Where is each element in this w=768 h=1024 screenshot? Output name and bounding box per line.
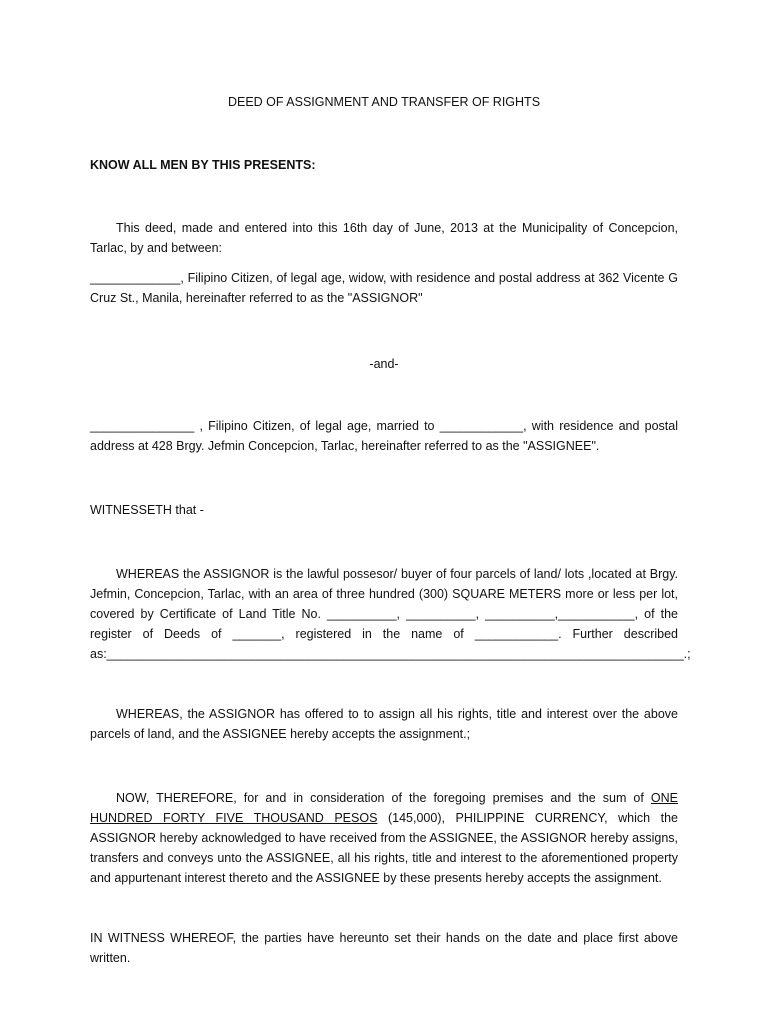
assignor-paragraph: _____________, Filipino Citizen, of legal age, widow, with residence and postal address at 362 Vicente G Cruz St., Manila, hereinafter referred to as the "ASSIGNOR" bbox=[90, 271, 678, 305]
document-title: DEED OF ASSIGNMENT AND TRANSFER OF RIGHTS bbox=[227, 95, 541, 109]
intro-paragraph: This deed, made and entered into this 16th day of June, 2013 at the Municipality of Concepcion, Tarlac, by and between: bbox=[90, 221, 678, 255]
and-separator: -and- bbox=[369, 357, 399, 371]
now-therefore-body: (145,000), PHILIPPINE CURRENCY, which the ASSIGNOR hereby acknowledged to have received from the ASSIGNEE, the ASSIGNOR hereby assigns, transfers and conveys unto the ASSIGNEE, all his rights, title and interest to the aforementioned property and appurtenant interest thereto and the ASSIGNEE by these presents hereby accepts the assignment. bbox=[90, 811, 679, 885]
now-therefore-paragraph bbox=[90, 788, 678, 888]
whereas-paragraph-2: WHEREAS, the ASSIGNOR has offered to to assign all his rights, title and interest over the above parcels of land, and the ASSIGNEE hereby accepts the assignment.; bbox=[90, 707, 678, 741]
amount-in-words: ONE HUNDRED FORTY FIVE THOUSAND PESOS bbox=[90, 791, 678, 825]
in-witness-paragraph: IN WITNESS WHEREOF, the parties have hereunto set their hands on the date and place first above written. bbox=[90, 931, 678, 965]
assignee-paragraph: _______________ , Filipino Citizen, of legal age, married to ____________, with residence and postal address at 428 Brgy. Jefmin Concepcion, Tarlac, hereinafter referred to as the "ASSIGNEE". bbox=[90, 419, 678, 453]
witnesseth-heading: WITNESSETH that - bbox=[90, 503, 204, 517]
whereas-paragraph-1: WHEREAS the ASSIGNOR is the lawful possesor/ buyer of four parcels of land/ lots ,located at Brgy. Jefmin, Concepcion, Tarlac, with an area of three hundred (300) SQUARE METERS more or less per lot, covered by Certificate of Land Title No. __________, __________, __________,___________, of the register of Deeds of _______, registered in the name of ____________. Further described as:___________________________________________________________________________________.; bbox=[90, 567, 691, 661]
greeting: KNOW ALL MEN BY THIS PRESENTS: bbox=[90, 158, 316, 172]
now-therefore-lead: NOW, THEREFORE, for and in consideration of the foregoing premises and the sum of bbox=[116, 791, 651, 805]
